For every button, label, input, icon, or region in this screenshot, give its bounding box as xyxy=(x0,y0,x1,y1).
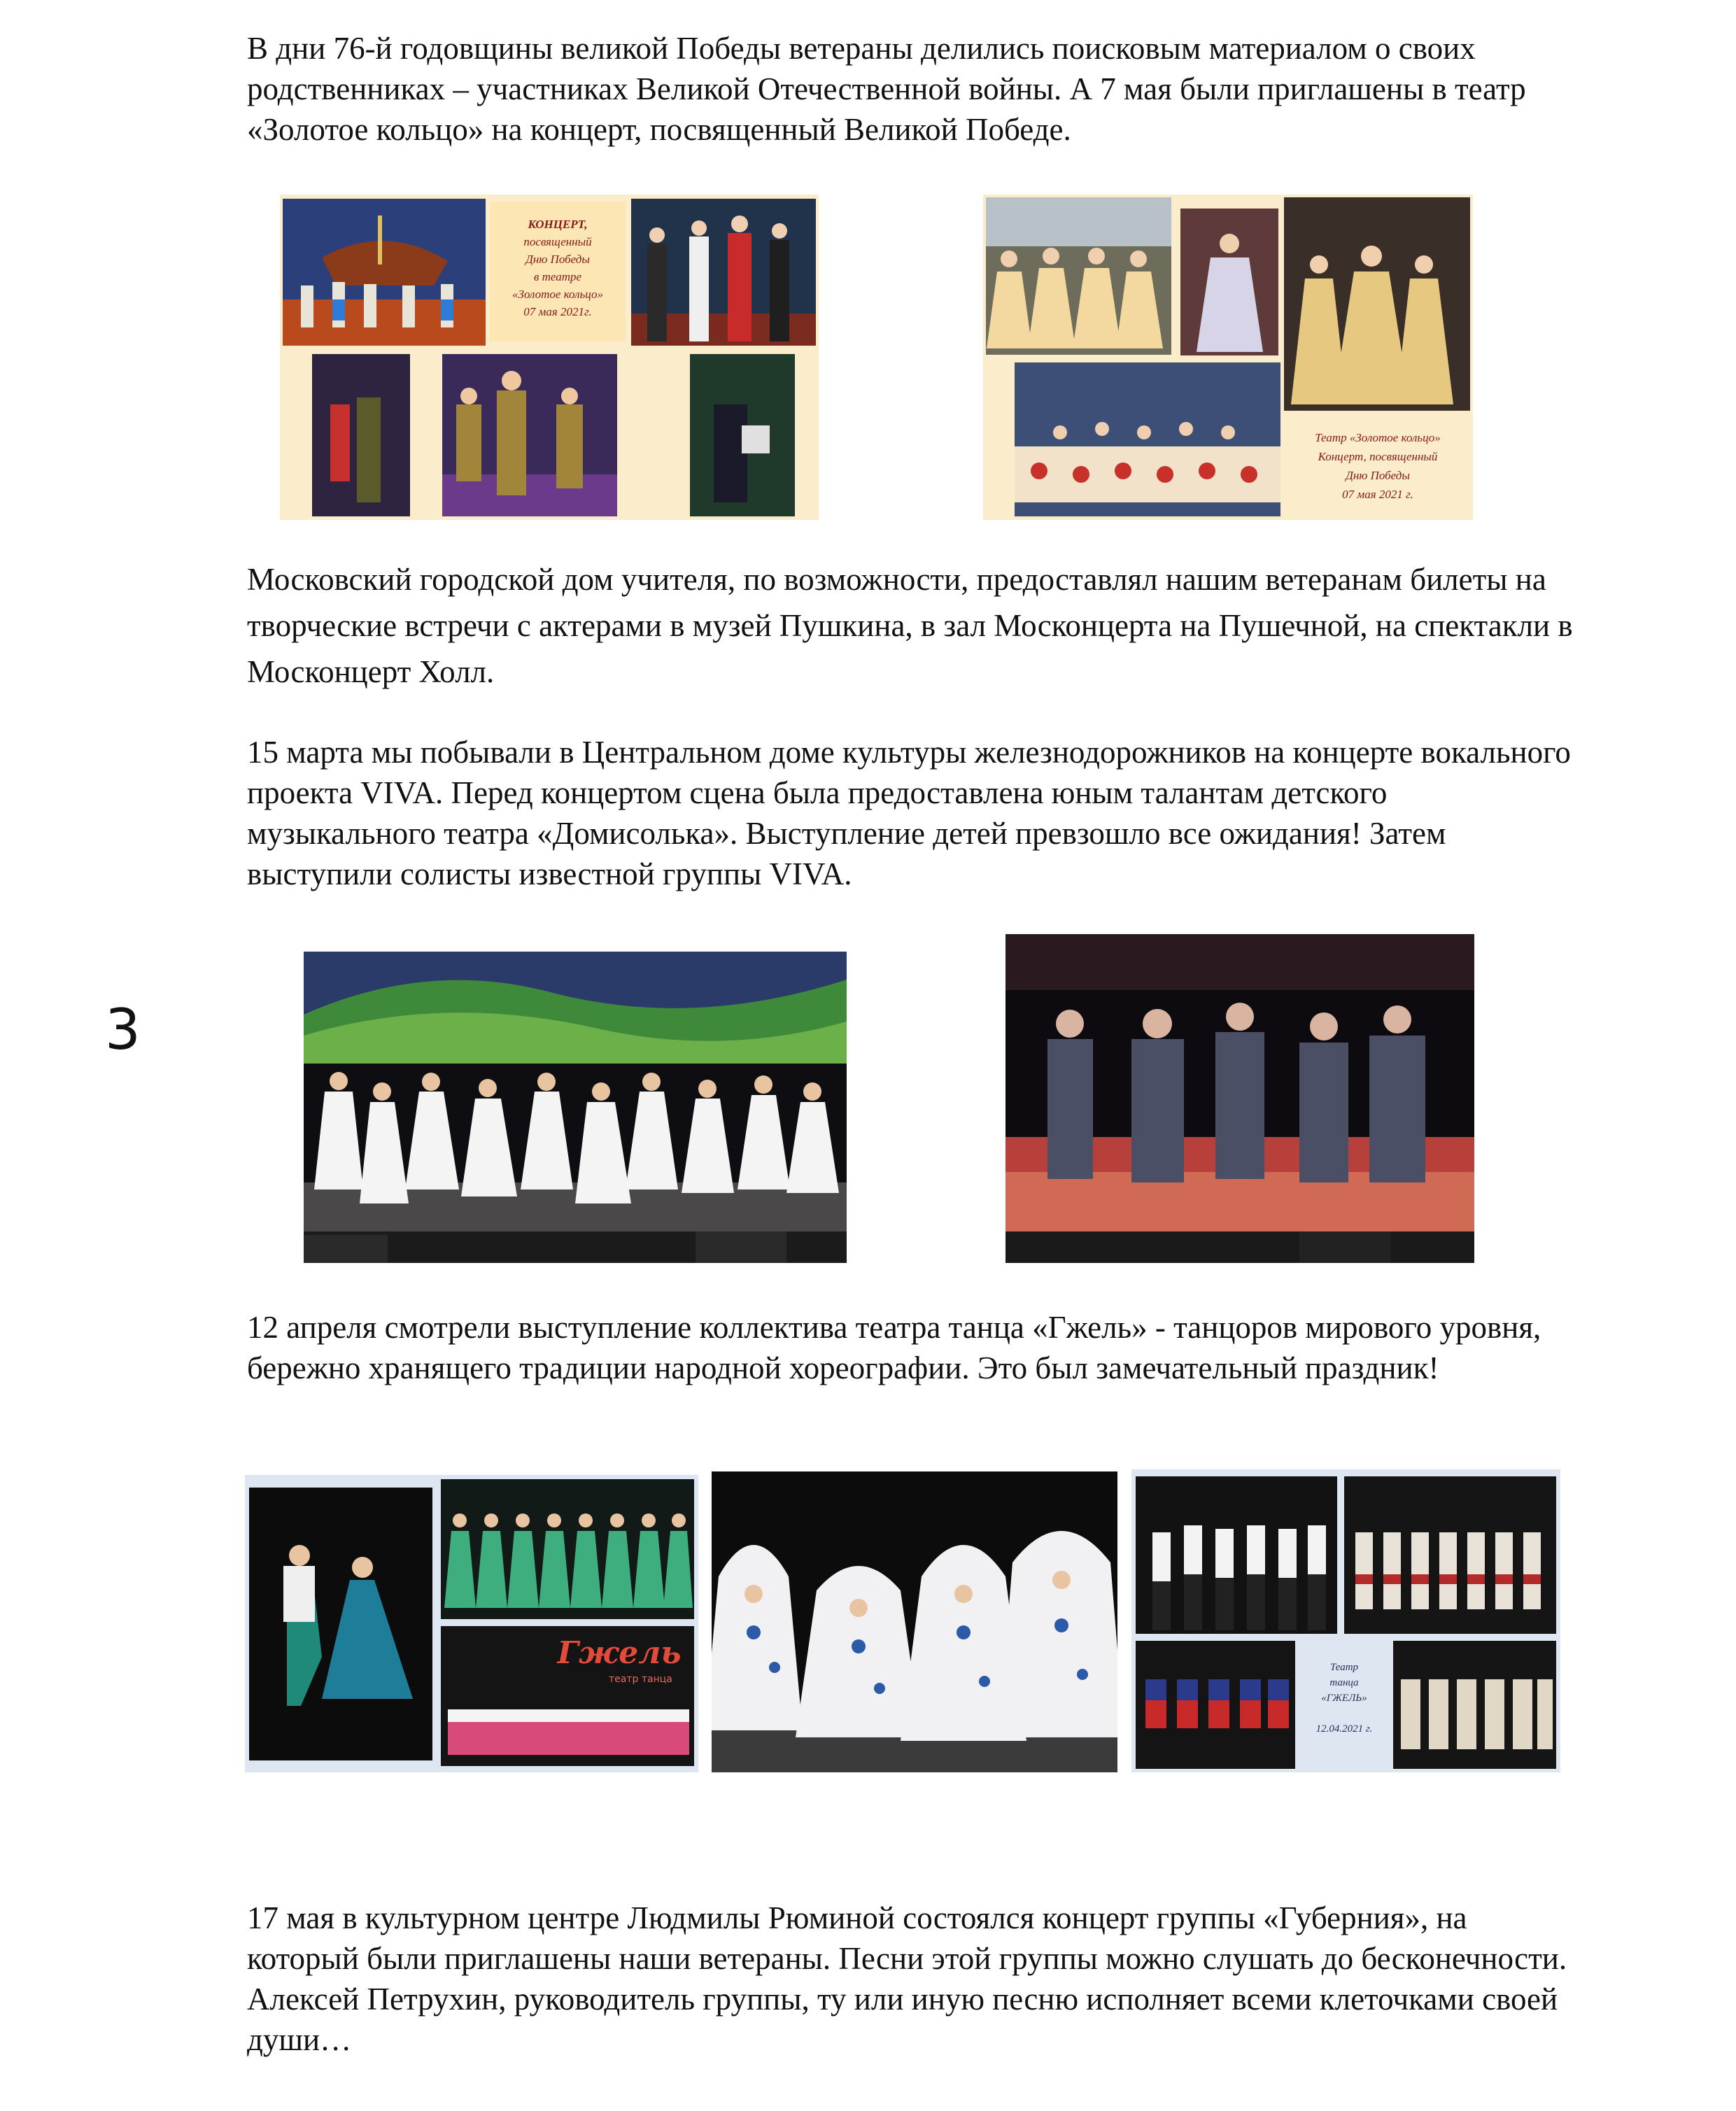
paragraph-victory-day: В дни 76-й годовщины великой Победы ветераны делились поисковым материалом о своих родственниках – участниках Великой Отечественной войны. А 7 мая были приглашены в театр «Золотое кольцо» на концерт, посвященный Великой Победе. xyxy=(247,31,1526,147)
caption-line: в театре xyxy=(533,270,582,283)
photo-collage-golden-ring-left xyxy=(280,195,819,520)
photo-gzhel-swan-dancers xyxy=(712,1471,1117,1772)
caption-line: Дню Победы xyxy=(525,253,590,266)
caption-line: Дню Победы xyxy=(1346,469,1410,482)
caption-line: 12.04.2021 г. xyxy=(1315,1723,1373,1735)
caption-line: «Золотое кольцо» xyxy=(512,288,603,301)
caption-line: КОНЦЕРТ, xyxy=(528,218,588,231)
photo-collage-gzhel-right xyxy=(1131,1469,1560,1772)
photo-collage-gzhel-left xyxy=(245,1475,698,1772)
caption-line: танца xyxy=(1329,1677,1359,1688)
collage2-caption xyxy=(1285,417,1470,515)
caption-line: Театр xyxy=(1329,1662,1359,1673)
paragraph-viva-concert: 15 марта мы побывали в Центральном доме культуры железнодорожников на концерте вокального проекта VIVA. Перед концертом сцена была предоставлена юным талантам детского музыкального театра «Домисолька». Выступление детей превзошло все ожидания! Затем выступили солисты известной группы VIVA. xyxy=(247,735,1571,891)
collage1-caption xyxy=(490,202,626,341)
gzhel-logo-text: Гжель xyxy=(557,1635,682,1671)
caption-line: посвященный xyxy=(523,235,592,248)
paragraph-guberniya: 17 мая в культурном центре Людмилы Рюминой состоялся концерт группы «Губерния», на который были приглашены наши ветераны. Песни этой группы можно слушать до бесконечности. Алексей Петрухин, руководитель группы, ту или иную песню исполняет всеми клеточками своей души… xyxy=(247,1900,1567,2057)
caption-line: 07 мая 2021г. xyxy=(523,305,592,318)
paragraph-teachers-house: Московский городской дом учителя, по возможности, предоставлял нашим ветеранам билеты на творческие встречи с актерами в музей Пушкина, в зал Москонцерта на Пушечной, на спектакли в Москонцерт Холл. xyxy=(247,562,1573,689)
photo-viva-singers xyxy=(1005,934,1474,1263)
page-number: 3 xyxy=(105,997,141,1062)
caption-line: Театр «Золотое кольцо» xyxy=(1315,431,1441,444)
paragraph-gzhel: 12 апреля смотрели выступление коллектива театра танца «Гжель» - танцоров мирового уровня, бережно хранящего традиции народной хореографии. Это был замечательный праздник! xyxy=(247,1310,1541,1385)
caption-line: «ГЖЕЛЬ» xyxy=(1321,1693,1367,1704)
gzhel-logo-subtitle: театр танца xyxy=(609,1674,672,1685)
gzhel-logo xyxy=(553,1637,686,1669)
photo-collage-golden-ring-right xyxy=(983,195,1473,520)
collage5-caption xyxy=(1299,1644,1389,1767)
caption-line: Концерт, посвященный xyxy=(1318,450,1438,463)
caption-line: 07 мая 2021 г. xyxy=(1342,488,1413,501)
photo-children-dancers xyxy=(304,952,847,1263)
